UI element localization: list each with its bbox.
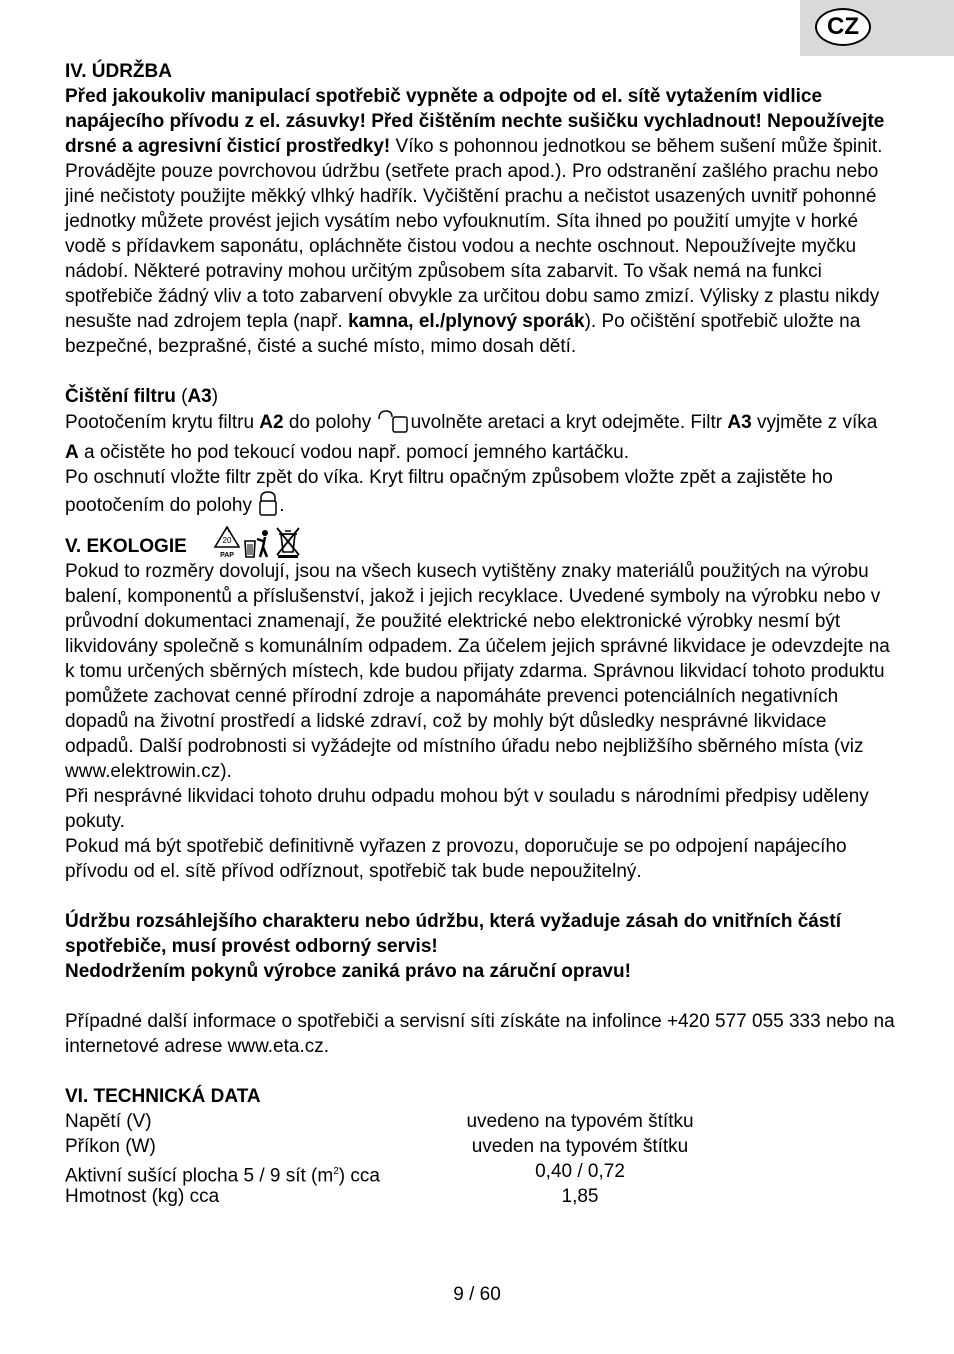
filter-title — [65, 384, 895, 409]
tech-label-area-text: Aktivní sušící plocha 5 / 9 sít (m — [65, 1165, 334, 1187]
weee-bin-icon — [275, 527, 301, 559]
ref-a2: A2 — [259, 412, 284, 433]
maintenance-body — [65, 84, 895, 359]
ecology-paragraph-1: Pokud to rozměry dovolují, jsou na všech kusech vytištěny znaky materiálů použitých na výrobu balení, komponentů a příslušenství, jakož i jejich recyklace. Uvedené symboly na výrobku nebo v průvodní dokumentaci znamenají, že použité elektrické nebo elektronické výrobky nesmí být likvidovány společně s komunálním odpadem. Za účelem jejich správné likvidace je odevzdejte na k tomu určených sběrných místech, kde budou přijaty zdarma. Správnou likvidací tohoto produktu pomůžete zachovat cenné přírodní zdroje a napomáháte prevenci potenciálních negativních dopadů na životní prostředí a lidské zdraví, což by mohly být důsledky nesprávné likvidace odpadů. Další podrobnosti si vyžádejte od místního úřadu nebo nejbližšího sběrného místa (viz www.elektrowin.cz). — [65, 561, 890, 782]
filter-text: a očistěte ho pod tekoucí vodou např. pomocí jemného kartáčku. — [78, 442, 630, 463]
maintenance-section — [65, 59, 895, 359]
page-number — [0, 1282, 954, 1307]
info-text: Případné další informace o spotřebiči a servisní síti získáte na infolince +420 577 055 333 nebo na internetové adrese www.eta.cz. — [65, 1011, 895, 1057]
filter-title-paren-close: ) — [211, 386, 219, 407]
filter-instruction-2 — [65, 465, 895, 523]
filter-text: uvolněte aretaci a kryt odejměte. Filtr — [410, 412, 728, 433]
service-warning: Údržbu rozsáhlejšího charakteru nebo údržbu, která vyžaduje zásah do vnitřních částí spotřebiče, musí provést odborný servis! — [65, 911, 842, 957]
filter-section — [65, 384, 895, 523]
page-content — [65, 59, 895, 1209]
tidyman-icon — [243, 529, 273, 559]
technical-section — [65, 1084, 895, 1209]
tech-label-weight: Hmotnost (kg) cca — [65, 1186, 220, 1207]
tech-label-area — [65, 1159, 465, 1187]
filter-text: do polohy — [283, 412, 377, 433]
table-row — [65, 1184, 895, 1209]
service-section — [65, 909, 895, 984]
maintenance-text-1: Víko s pohonnou jednotkou se během sušení může špinit. Provádějte pouze povrchovou údržbu (setřete prach apod.). Pro odstranění zašlého prachu nebo jiné nečistoty použijte měkký vlhký hadřík. Vyčištění prachu a nečistot usazených uvnitř pohonné jednotky můžete provést jejich vysátím nebo vyfouknutím. Síta ihned po použití umyjte v horké vodě s přídavkem saponátu, opláchněte čistou vodou a nechte oschnout. Nepoužívejte myčku nádobí. Některé potraviny mohou určitým způsobem síta zabarvit. To však nemá na funkci spotřebiče žádný vliv a toto zabarvení obvykle za určitou dobu samo zmizí. Výlisky z plastu nikdy nesušte nad zdrojem tepla (např. — [65, 136, 883, 332]
table-row — [65, 1109, 895, 1134]
tech-value-voltage: uvedeno na typovém štítku — [466, 1111, 694, 1132]
page-total: / 60 — [469, 1284, 501, 1305]
filter-title-ref: A3 — [187, 386, 212, 407]
maintenance-title: IV. ÚDRŽBA — [65, 61, 172, 82]
filter-text: . — [279, 495, 285, 516]
ecology-paragraph-3: Pokud má být spotřebič definitivně vyřazen z provozu, doporučuje se po odpojení napájecího přívodu od el. sítě přívod odříznout, spotřebič tak bude nepoužitelný. — [65, 836, 847, 882]
ecology-header — [65, 527, 895, 559]
maintenance-heat-sources: kamna, el./plynový sporák — [348, 311, 585, 332]
ecology-paragraph-2: Při nesprávné likvidaci tohoto druhu odpadu mohou být v souladu s národními předpisy uděleny pokuty. — [65, 786, 869, 832]
unlock-position-icon — [377, 409, 411, 440]
page-current: 9 — [453, 1284, 464, 1305]
filter-title-paren: ( — [175, 386, 188, 407]
tech-label-power: Příkon (W) — [65, 1136, 156, 1157]
ecology-icons — [213, 525, 301, 559]
ref-a: A — [65, 442, 79, 463]
filter-title-text: Čištění filtru — [65, 386, 176, 407]
ref-a3: A3 — [727, 412, 752, 433]
ecology-title: V. EKOLOGIE — [65, 536, 187, 557]
tech-value-power: uveden na typovém štítku — [471, 1136, 689, 1157]
tech-label-voltage: Napětí (V) — [65, 1111, 152, 1132]
maintenance-warning: Před jakoukoliv manipulací spotřebič vypněte a odpojte od el. sítě vytažením vidlice napájecího přívodu z el. zásuvky! Před čištěním nechte sušičku vychladnout! Nepoužívejte drsné a agresivní čisticí prostředky! — [65, 86, 885, 157]
tech-value-weight: 1,85 — [561, 1186, 599, 1207]
ecology-section — [65, 527, 895, 884]
recycle-material: PAP — [219, 552, 234, 559]
tech-label-area-suffix: ) cca — [338, 1165, 380, 1187]
warranty-warning: Nedodržením pokynů výrobce zaniká právo na záruční opravu! — [65, 961, 631, 982]
table-row — [65, 1159, 895, 1187]
info-section — [65, 1009, 895, 1059]
language-tab — [800, 0, 954, 56]
recycle-icon — [213, 525, 241, 559]
filter-text: vyjměte z víka — [751, 412, 878, 433]
language-badge: CZ — [815, 8, 871, 46]
filter-text: Pootočením krytu filtru — [65, 412, 260, 433]
recycle-code: 20 — [222, 536, 232, 545]
table-row — [65, 1134, 895, 1159]
filter-instruction-1 — [65, 409, 895, 465]
lock-position-icon — [257, 490, 279, 523]
technical-title: VI. TECHNICKÁ DATA — [65, 1086, 261, 1107]
tech-value-area: 0,40 / 0,72 — [535, 1161, 625, 1182]
filter-text: Po oschnutí vložte filtr zpět do víka. Kryt filtru opačným způsobem vložte zpět a zajistěte ho pootočením do polohy — [65, 467, 833, 516]
maintenance-text-2: ). Po očištění spotřebič uložte na bezpečné, bezprašné, čisté a suché místo, mimo dosah dětí. — [65, 311, 861, 357]
tech-label-area-sup: 2 — [333, 1166, 339, 1177]
